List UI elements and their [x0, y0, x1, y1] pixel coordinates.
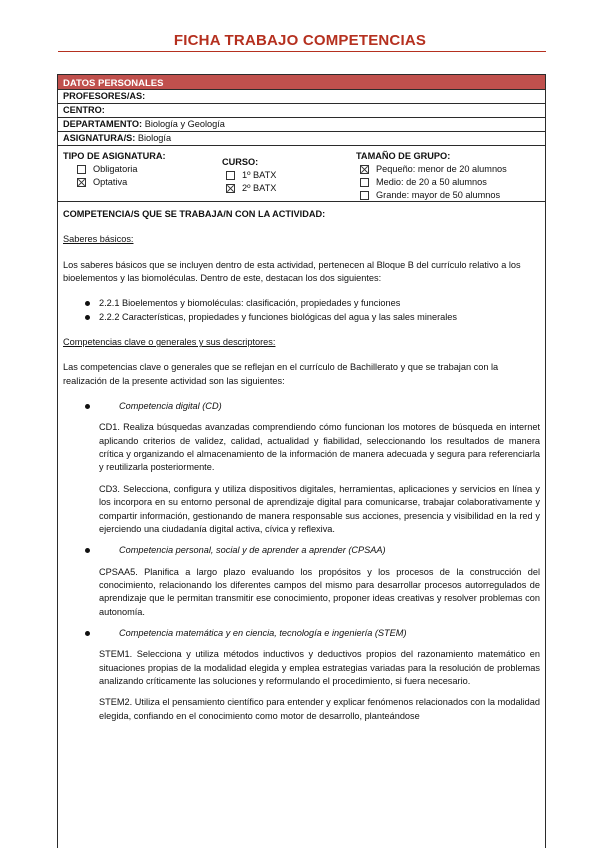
checkbox-checked-icon[interactable]	[226, 184, 235, 193]
option-label: Optativa	[93, 177, 128, 188]
list-item: 2.2.2 Características, propiedades y funciones biológicas del agua y las sales minerales	[83, 311, 540, 324]
classification-grid	[58, 146, 545, 202]
curso-option-1-batx[interactable]	[222, 169, 276, 182]
curso-label: CURSO:	[222, 157, 259, 167]
competencias-heading: COMPETENCIA/S QUE SE TRABAJA/N CON LA ACTIVIDAD:	[63, 209, 326, 219]
tipo-label: TIPO DE ASIGNATURA:	[63, 151, 166, 161]
grupo-option-grande[interactable]	[356, 189, 507, 202]
title-divider	[58, 51, 546, 52]
competencia-stem-title: Competencia matemática y en ciencia, tecnología e ingeniería (STEM)	[83, 627, 540, 640]
personal-data-header: DATOS PERSONALES	[58, 74, 545, 90]
option-label: Pequeño: menor de 20 alumnos	[376, 164, 507, 175]
departamento-value: Biología y Geología	[144, 119, 225, 129]
checkbox-unchecked-icon[interactable]	[77, 165, 86, 174]
checkbox-checked-icon[interactable]	[77, 178, 86, 187]
profesores-label: PROFESORES/AS:	[63, 91, 146, 101]
saberes-list	[83, 297, 540, 324]
grupo-option-pequeno[interactable]	[356, 163, 507, 176]
saberes-paragraph: Los saberes básicos que se incluyen dentro de esta actividad, pertenecen al Bloque B del currículo relativo a los bioelementos y las biomoléculas. Dentro de este, destacan los dos siguientes:	[63, 259, 521, 284]
cd1-descriptor: CD1. Realiza búsquedas avanzadas comprendiendo cómo funcionan los motores de búsqueda en internet aplicando criterios de validez, calidad, actualidad y fiabilidad, seleccionando los resultados de manera crítica y organizando el almacenamiento de la información de manera adecuada y segura para referenciarla y reutilizarla posteriormente.	[99, 422, 540, 473]
stem2-descriptor: STEM2. Utiliza el pensamiento científico para entender y explicar fenómenos relacionados con la modalidad elegida, confiando en el conocimiento como motor de desarrollo, planteándose	[99, 697, 540, 721]
tipo-column	[63, 150, 166, 189]
tipo-option-optativa[interactable]	[73, 176, 166, 189]
option-label: Obligatoria	[93, 164, 138, 175]
document-title: FICHA TRABAJO COMPETENCIAS	[173, 32, 427, 49]
saberes-heading: Saberes básicos:	[63, 234, 134, 245]
curso-column	[222, 156, 276, 195]
asignatura-label: ASIGNATURA/S:	[63, 133, 136, 143]
tipo-option-obligatoria[interactable]	[73, 163, 166, 176]
list-item: 2.2.1 Bioelementos y biomoléculas: clasificación, propiedades y funciones	[83, 297, 540, 310]
option-label: Grande: mayor de 50 alumnos	[376, 190, 501, 201]
asignatura-row	[58, 132, 545, 146]
profesores-row	[58, 90, 545, 104]
asignatura-value: Biología	[137, 133, 172, 143]
departamento-row	[58, 118, 545, 132]
form-sheet	[57, 74, 546, 848]
clave-paragraph: Las competencias clave o generales que se reflejan en el currículo de Bachillerato y que se trabajan con la realización de la presente actividad son las siguientes:	[63, 362, 499, 386]
checkbox-unchecked-icon[interactable]	[226, 171, 235, 180]
competencia-digital-title: Competencia digital (CD)	[83, 400, 540, 413]
option-label: 1º BATX	[242, 170, 277, 181]
grupo-column	[356, 150, 507, 202]
cpsaa5-descriptor: CPSAA5. Planifica a largo plazo evaluando los propósitos y los procesos de la construcción del conocimiento, relacionando los diferentes campos del mismo para desarrollar procesos autorregulados de aprendizaje que le permitan transmitir ese conocimiento, proponer ideas creativas y resolver problemas con autonomía.	[99, 566, 540, 617]
centro-row	[58, 104, 545, 118]
checkbox-checked-icon[interactable]	[360, 165, 369, 174]
grupo-label: TAMAÑO DE GRUPO:	[356, 151, 451, 161]
option-label: Medio: de 20 a 50 alumnos	[376, 177, 487, 188]
grupo-option-medio[interactable]	[356, 176, 507, 189]
cd3-descriptor: CD3. Selecciona, configura y utiliza dispositivos digitales, herramientas, aplicaciones y servicios en línea y los incorpora en su entorno personal de aprendizaje digital para comunicarse, trabajar colaborativamente y compartir información, gestionando de manera responsable sus acciones, presencia y visibilidad en la red y ejerciendo una ciudadanía digital activa, cívica y reflexiva.	[99, 483, 540, 534]
competencia-cpsaa-title: Competencia personal, social y de aprender a aprender (CPSAA)	[83, 544, 540, 557]
departamento-label: DEPARTAMENTO:	[63, 119, 143, 129]
checkbox-unchecked-icon[interactable]	[360, 178, 369, 187]
stem1-descriptor: STEM1. Selecciona y utiliza métodos inductivos y deductivos propios del razonamiento matemático en situaciones propias de la modalidad elegida y emplea estrategias variadas para la resolución de problemas analizando críticamente las soluciones y reformulando el procedimiento, si fuera necesario.	[99, 649, 540, 686]
competencias-content	[58, 202, 545, 723]
clave-heading: Competencias clave o generales y sus descriptores:	[63, 337, 276, 348]
curso-option-2-batx[interactable]	[222, 182, 276, 195]
centro-label: CENTRO:	[63, 105, 105, 115]
option-label: 2º BATX	[242, 183, 277, 194]
checkbox-unchecked-icon[interactable]	[360, 191, 369, 200]
